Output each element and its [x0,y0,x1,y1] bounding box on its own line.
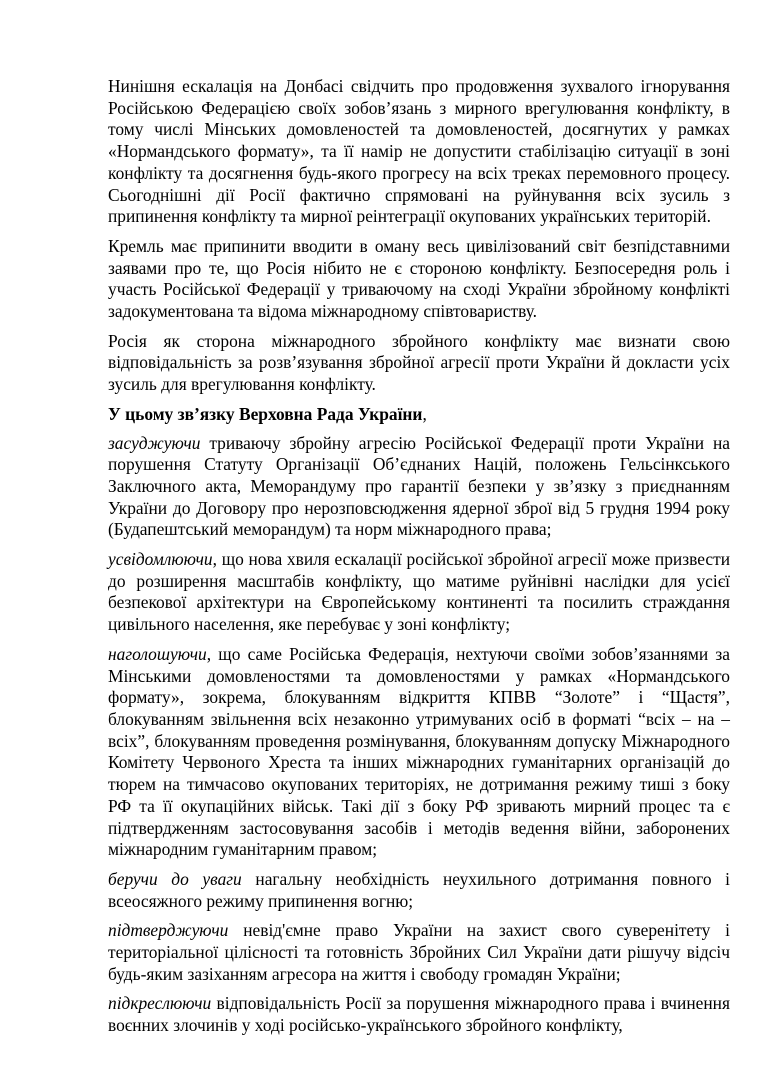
paragraph-escalation: Нинішня ескалація на Донбасі свідчить про продовження зухвалого ігнорування Російською Федерацією своїх зобов’язань з мирного врегулювання конфлікту, в тому числі Мінських домовленостей та домовленостей, досягнутих у рамках «Нормандського формату», та її намір не допустити стабілізацію ситуації в зоні конфлікту та досягнення будь-якого прогресу на всіх треках перемовного процесу. Сьогоднішні дії Росії фактично спрямовані на руйнування всіх зусиль з припинення конфлікту та мирної реінтеграції окупованих українських територій. [108,76,730,227]
clause-text: відповідальність Росії за порушення міжнародного права і вчинення воєнних злочинів у ході російсько-українського збройного конфлікту, [108,993,730,1036]
document-page [108,76,730,1045]
paragraph-kremlin: Кремль має припинити вводити в оману весь цивілізований світ безпідставними заявами про те, що Росія нібито не є стороною конфлікту. Безпосередня роль і участь Російської Федерації у триваючому на сході України збройному конфлікті задокументована та відома міжнародному співтовариству. [108,235,730,322]
paragraph-responsibility: Росія як сторона міжнародного збройного конфлікту має визнати свою відповідальність за розв’язування збройної агресії проти України й докласти усіх зусиль для врегулювання конфлікту. [108,330,730,395]
section-heading-comma: , [422,403,427,424]
clause-text: невід'ємне право України на захист свого суверенітету і територіальної цілісності та готовність Збройних Сил України дати рішучу відсіч будь-яким зазіханням агресора на життя і свободу громадян України; [108,920,730,984]
clause-considering [108,869,730,912]
clause-lead: усвідомлюючи [108,549,213,570]
clause-emphasizing [108,644,730,861]
clause-lead: наголошуючи [108,643,207,664]
clause-confirming [108,920,730,985]
clause-realizing [108,549,730,636]
clause-lead: засуджуючи [108,432,201,453]
clause-text: , що саме Російська Федерація, нехтуючи своїми зобов’язаннями за Мінськими домовленостями та домовленостями у рамках «Нормандського формату», зокрема, блокуванням відкриття КПВВ “Золоте” і “Щастя”, блокуванням звільнення всіх незаконно утримуваних осіб в форматі “всіх – на – всіх”, блокуванням проведення розмінування, блокуванням допуску Міжнародного Комітету Червоного Хреста та інших міжнародних гуманітарних організацій до тюрем на тимчасово окупованих територіях, не дотримання режиму тиші з боку РФ та її окупаційних військ. Такі дії з боку РФ зривають мирний процес та є підтвердженням застосовування засобів і методів ведення війни, заборонених міжнародним гуманітарним правом; [108,643,730,860]
clause-text: триваючу збройну агресію Російської Федерації проти України на порушення Статуту Організації Об’єднаних Націй, положень Гельсінкського Заключного акта, Меморандуму про гарантії безпеки у зв’язку з приєднанням України до Договору про нерозповсюдження ядерної зброї від 5 грудня 1994 року (Будапештський меморандум) та норм міжнародного права; [108,432,730,540]
clause-text: , що нова хвиля ескалації російської збройної агресії може призвести до розширення масштабів конфлікту, що матиме руйнівні наслідки для усієї безпекової архітектури на Європейському континенті та посилить страждання цивільного населення, яке перебуває у зоні конфлікту; [108,549,730,635]
section-heading-bold: У цьому зв’язку Верховна Рада України [108,403,423,424]
clause-condemning [108,433,730,542]
clause-lead: підтверджуючи [108,920,229,941]
clause-lead: підкреслюючи [108,993,212,1014]
clause-text: нагальну необхідність неухильного дотримання повного і всеосяжного режиму припинення вогню; [108,868,730,911]
clause-underlining [108,993,730,1036]
clause-lead: беручи до уваги [108,868,242,889]
section-heading [108,404,730,426]
